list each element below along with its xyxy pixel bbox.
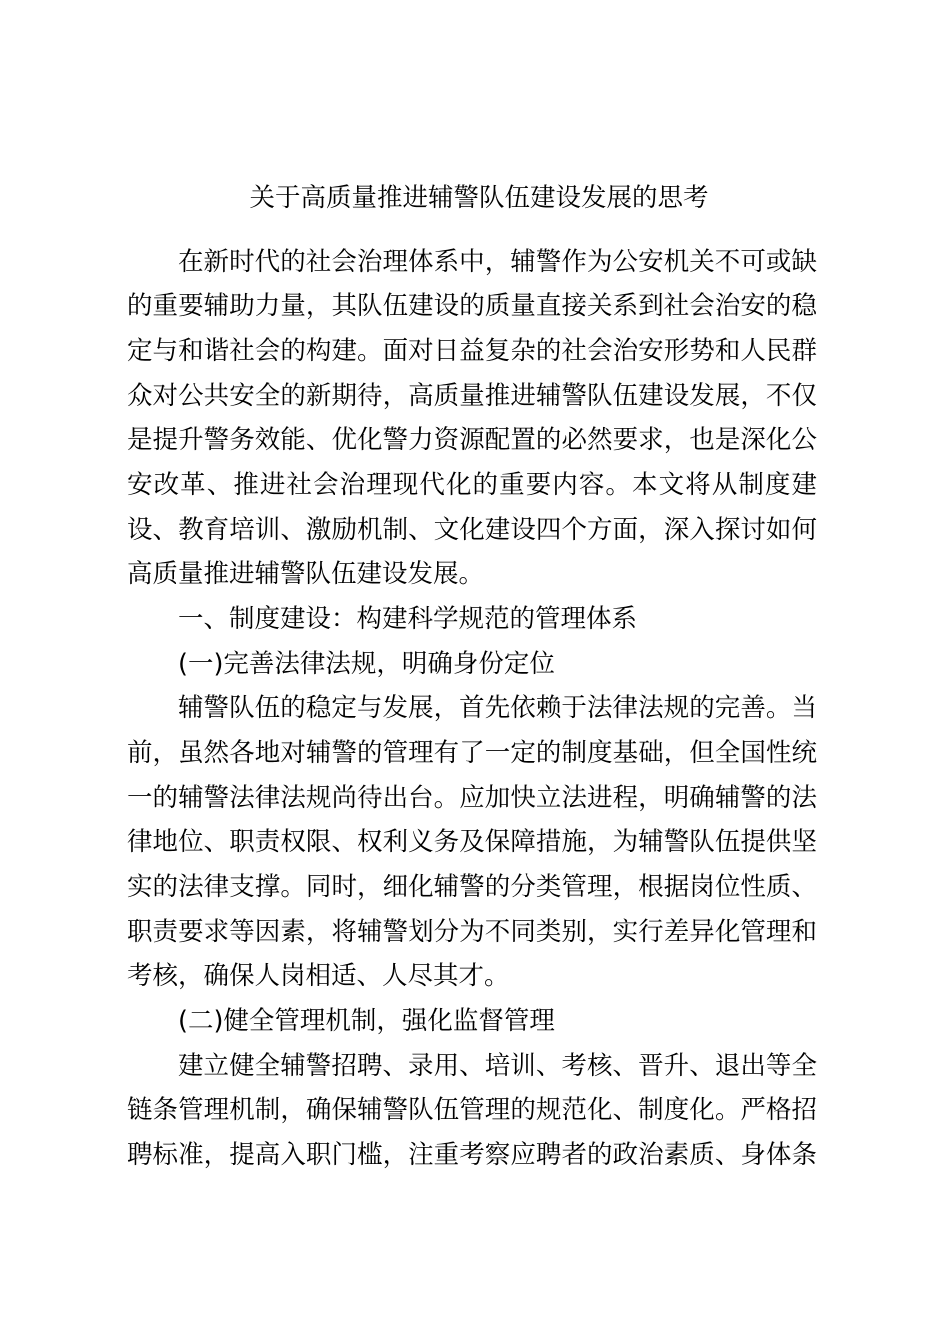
section-heading: 一、制度建设：构建科学规范的管理体系 [178, 604, 638, 634]
subsection-heading: (一)完善法律法规，明确身份定位 [178, 649, 555, 679]
paragraph-line: 考核，确保人岗相适、人尽其才。 [127, 961, 510, 991]
paragraph-line: 在新时代的社会治理体系中，辅警作为公安机关不可或缺 [178, 247, 817, 277]
paragraph-line: 安改革、推进社会治理现代化的重要内容。本文将从制度建 [127, 470, 817, 500]
paragraph-line: 高质量推进辅警队伍建设发展。 [127, 559, 485, 589]
subsection-heading: (二)健全管理机制，强化监督管理 [178, 1006, 555, 1036]
document-title: 关于高质量推进辅警队伍建设发展的思考 [249, 183, 709, 213]
paragraph-line: 职责要求等因素，将辅警划分为不同类别，实行差异化管理和 [127, 917, 817, 947]
paragraph-line: 聘标准，提高入职门槛，注重考察应聘者的政治素质、身体条 [127, 1140, 817, 1170]
paragraph-line: 众对公共安全的新期待，高质量推进辅警队伍建设发展，不仅 [127, 381, 817, 411]
paragraph-line: 律地位、职责权限、权利义务及保障措施，为辅警队伍提供坚 [127, 827, 817, 857]
paragraph-line: 建立健全辅警招聘、录用、培训、考核、晋升、退出等全 [178, 1051, 817, 1081]
paragraph-line: 是提升警务效能、优化警力资源配置的必然要求，也是深化公 [127, 425, 817, 455]
paragraph-line: 辅警队伍的稳定与发展，首先依赖于法律法规的完善。当 [178, 693, 817, 723]
paragraph-line: 定与和谐社会的构建。面对日益复杂的社会治安形势和人民群 [127, 336, 817, 366]
paragraph-line: 实的法律支撑。同时，细化辅警的分类管理，根据岗位性质、 [127, 872, 817, 902]
paragraph-line: 前，虽然各地对辅警的管理有了一定的制度基础，但全国性统 [127, 738, 817, 768]
paragraph-line: 的重要辅助力量，其队伍建设的质量直接关系到社会治安的稳 [127, 291, 817, 321]
paragraph-line: 一的辅警法律法规尚待出台。应加快立法进程，明确辅警的法 [127, 783, 817, 813]
paragraph-line: 链条管理机制，确保辅警队伍管理的规范化、制度化。严格招 [127, 1095, 817, 1125]
paragraph-line: 设、教育培训、激励机制、文化建设四个方面，深入探讨如何 [127, 515, 817, 545]
